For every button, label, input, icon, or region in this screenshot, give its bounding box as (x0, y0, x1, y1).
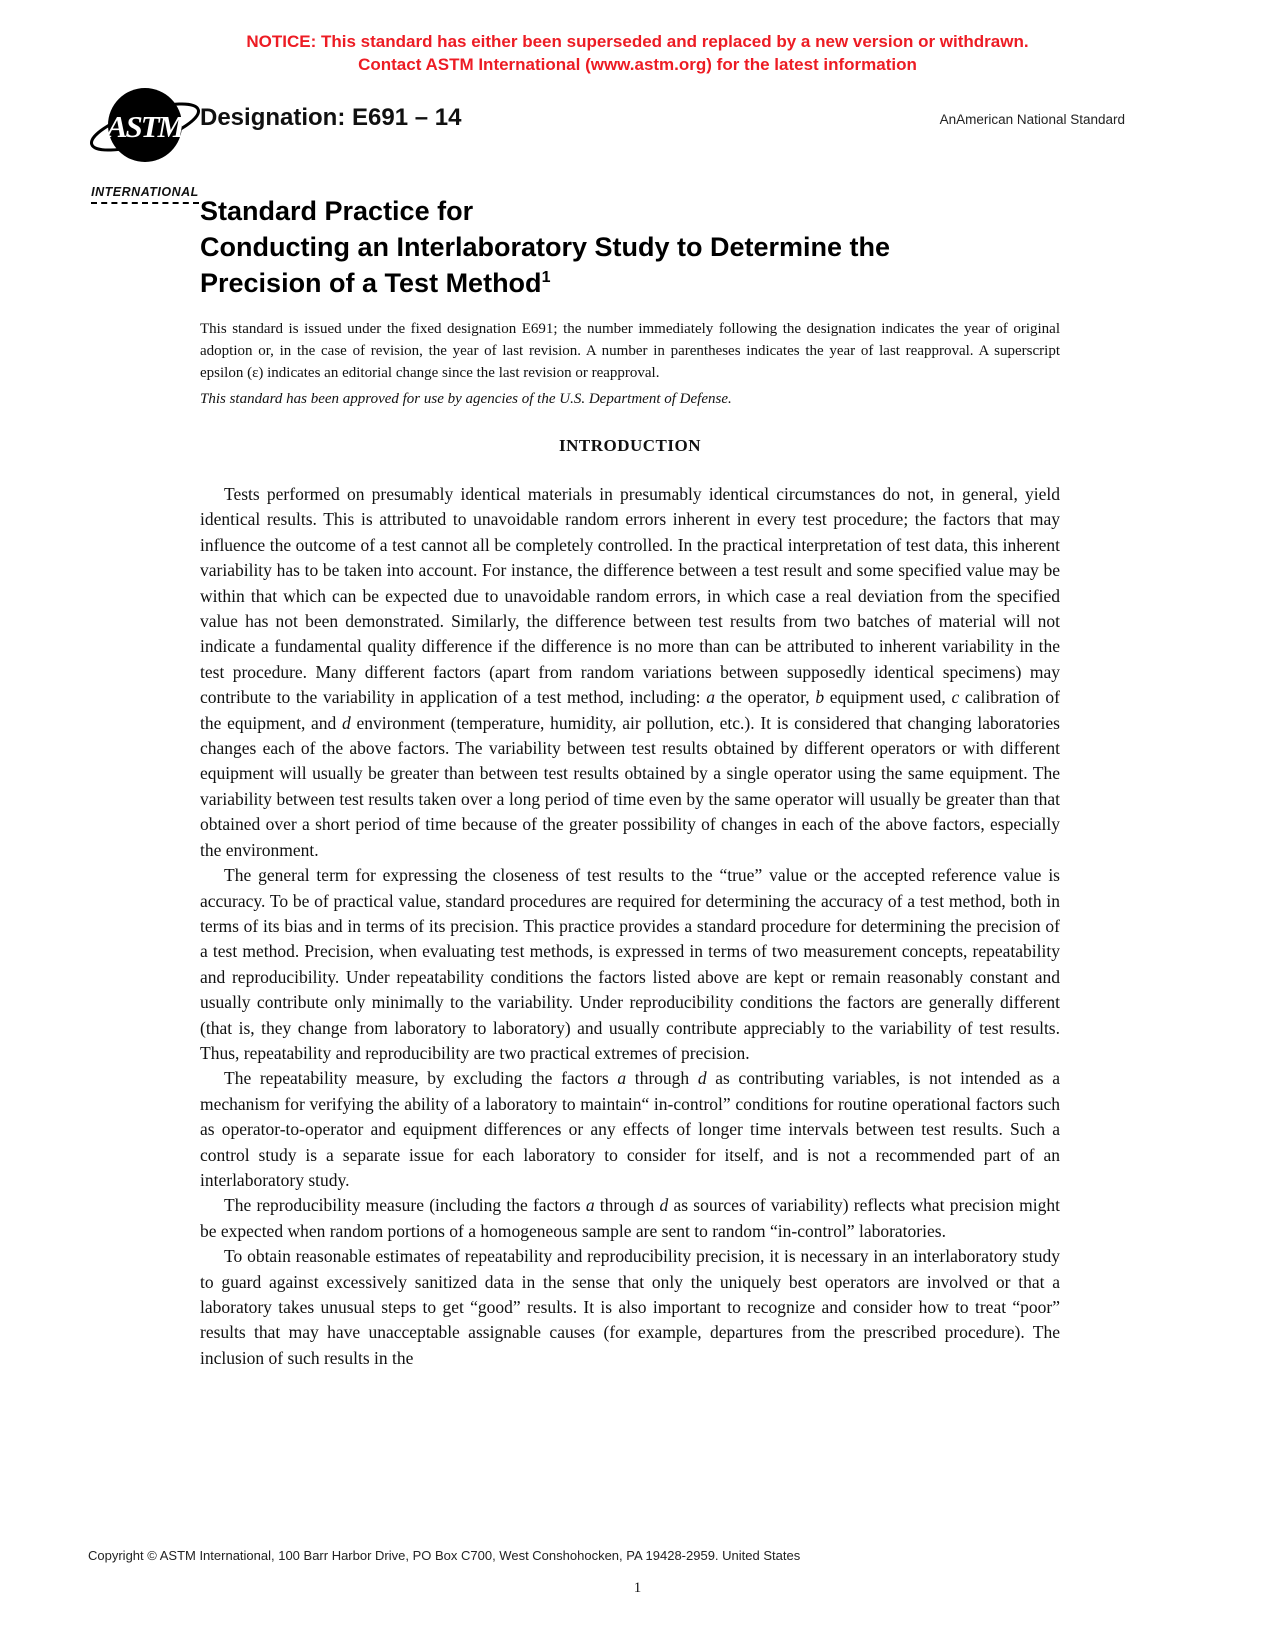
copyright-line: Copyright © ASTM International, 100 Barr Harbor Drive, PO Box C700, West Conshohocken, PA 19428-2959. United States (88, 1548, 801, 1563)
document-title (200, 193, 1020, 301)
superseded-notice (0, 30, 1275, 76)
astm-globe-icon (86, 78, 204, 178)
intro-paragraph-5: To obtain reasonable estimates of repeatability and reproducibility precision, it is necessary in an interlaboratory study to guard against excessively sanitized data in the sense that only the uniquely best operators are involved or that a laboratory takes unusual steps to get “good” results. It is also important to recognize and consider how to treat “poor” results that may have unacceptable assignable causes (for example, departures from the prescribed procedure). The inclusion of such results in the (200, 1246, 1060, 1368)
superseded-notice-line-1: NOTICE: This standard has either been superseded and replaced by a new version or withdrawn. (246, 32, 1029, 51)
title-line-3-text: Precision of a Test Method (200, 268, 542, 298)
designation-heading: Designation: E691 – 14 (200, 104, 462, 131)
national-standard-label: AnAmerican National Standard (939, 112, 1125, 127)
dod-approval-note: This standard has been approved for use by agencies of the U.S. Department of Defense. (200, 391, 732, 407)
intro-paragraph-4: The reproducibility measure (including the factors a through d as sources of variability) reflects what precision might be expected when random portions of a homogeneous sample are sent to random “in-control” laboratories. (200, 1195, 1060, 1241)
title-line-1: Standard Practice for (200, 196, 474, 226)
logo-acronym: ASTM (106, 109, 184, 144)
title-line-2: Conducting an Interlaboratory Study to Determine the (200, 232, 891, 262)
logo-subtitle: INTERNATIONAL (91, 185, 199, 204)
issuance-note: This standard is issued under the fixed designation E691; the number immediately following the designation indicates the year of original adoption or, in the case of revision, the year of last revision. A number in parentheses indicates the year of last reapproval. A superscript epsilon (ε) indicates an editorial change since the last revision or reapproval. (200, 321, 1060, 381)
page-number: 1 (633, 1580, 642, 1596)
intro-paragraph-2: The general term for expressing the closeness of test results to the “true” value or the accepted reference value is accuracy. To be of practical value, standard procedures are required for determining the accuracy of a test method, both in terms of its bias and in terms of its precision. This practice provides a standard procedure for determining the precision of a test method. Precision, when evaluating test methods, is expressed in terms of two measurement concepts, repeatability and reproducibility. Under repeatability conditions the factors listed above are kept or remain reasonably constant and usually contribute only minimally to the variability. Under reproducibility conditions the factors are generally different (that is, they change from laboratory to laboratory) and usually contribute appreciably to the variability of test results. Thus, repeatability and reproducibility are two practical extremes of precision. (200, 865, 1060, 1063)
title-line-3 (200, 265, 1020, 301)
title-footnote-marker: 1 (541, 269, 551, 286)
intro-paragraph-1: Tests performed on presumably identical materials in presumably identical circumstances do not, in general, yield identical results. This is attributed to unavoidable random errors inherent in every test procedure; the factors that may influence the outcome of a test cannot all be completely controlled. In the practical interpretation of test data, this inherent variability has to be taken into account. For instance, the difference between a test result and some specified value may be within that which can be expected due to unavoidable random errors, in which case a real deviation from the specified value has not been demonstrated. Similarly, the difference between test results from two batches of material will not indicate a fundamental quality difference if the difference is no more than can be attributed to inherent variability in the test procedure. Many different factors (apart from random variations between supposedly identical specimens) may contribute to the variability in application of a test method, including: a the operator, b equipment used, c calibration of the equipment, and d environment (temperature, humidity, air pollution, etc.). It is considered that changing laboratories changes each of the above factors. The variability between test results obtained by different operators or with different equipment will usually be greater than between test results obtained by a single operator using the same equipment. The variability between test results taken over a long period of time even by the same operator will usually be greater than that obtained over a short period of time because of the greater possibility of changes in each of the above factors, especially the environment. (200, 484, 1061, 860)
superseded-notice-line-2: Contact ASTM International (www.astm.org) for the latest information (358, 55, 917, 74)
introduction-section (200, 436, 1060, 1371)
introduction-heading: INTRODUCTION (558, 436, 702, 455)
astm-logo (86, 78, 204, 204)
intro-paragraph-3: The repeatability measure, by excluding the factors a through d as contributing variables, is not intended as a mechanism for verifying the ability of a laboratory to maintain“ in-control” conditions for routine operational factors such as operator-to-operator and equipment differences or any effects of longer time intervals between test results. Such a control study is a separate issue for each laboratory to consider for itself, and is not a recommended part of an interlaboratory study. (200, 1068, 1060, 1190)
